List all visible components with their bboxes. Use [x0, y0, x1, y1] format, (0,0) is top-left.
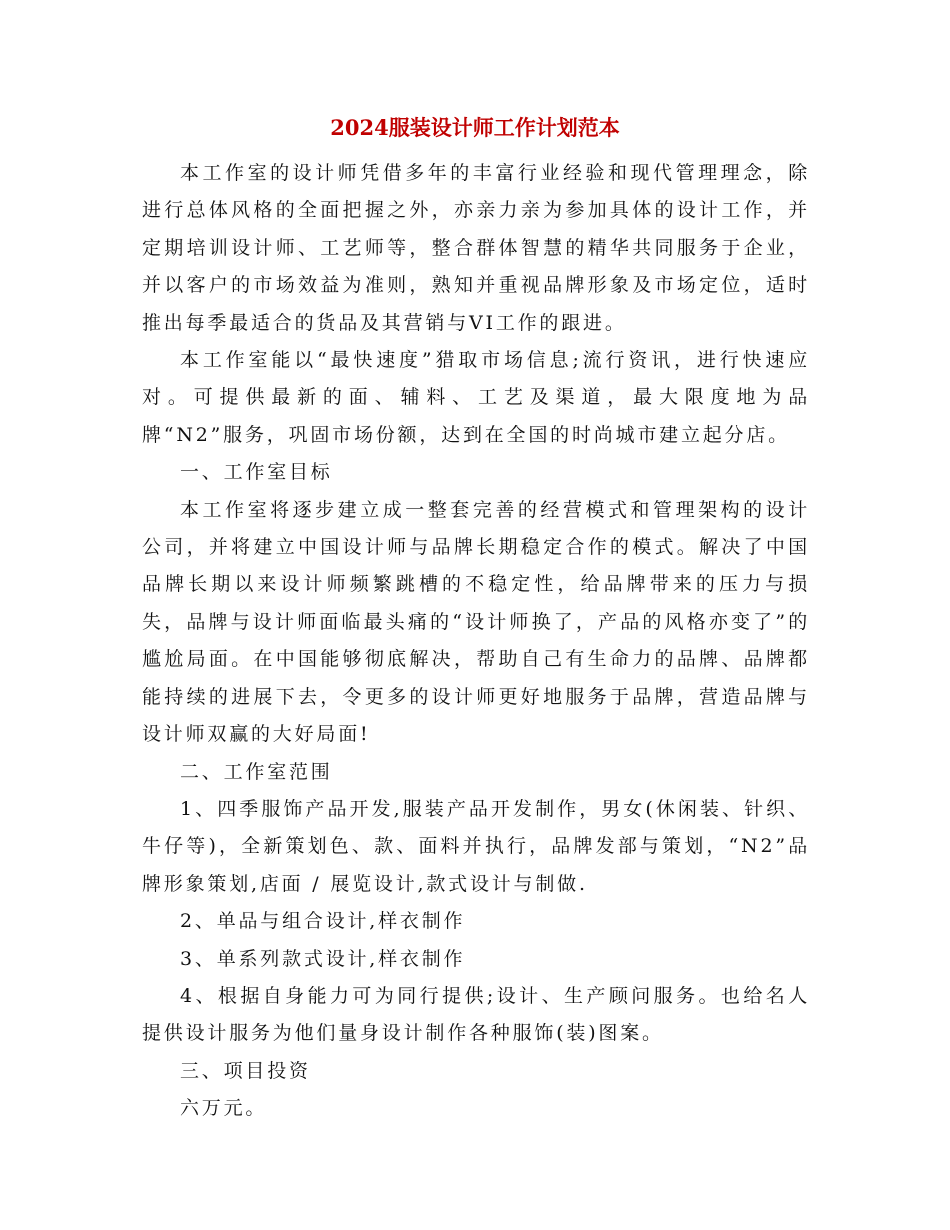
scope-item-2: 2、单品与组合设计,样衣制作 — [180, 910, 466, 933]
scope-item-1: 1、四季服饰产品开发,服装产品开发制作，男女(休闲装、针织、牛仔等)，全新策划色、款、面料并执行，品牌发部与策划，“N2”品牌形象策划,店面 / 展览设计,款式设计与制做. — [142, 797, 810, 895]
paragraph-goals: 本工作室将逐步建立成一整套完善的经营模式和管理架构的设计公司，并将建立中国设计师与品牌长期稳定合作的模式。解决了中国品牌长期以来设计师频繁跳槽的不稳定性，给品牌带来的压力与损失，品牌与设计师面临最头痛的“设计师换了，产品的风格亦变了”的尴尬局面。在中国能够彻底解决，帮助自己有生命力的品牌、品牌都能持续的进展下去，令更多的设计师更好地服务于品牌，营造品牌与设计师双赢的大好局面! — [142, 498, 810, 746]
heading-investment: 三、项目投资 — [180, 1059, 311, 1082]
heading-goals: 一、工作室目标 — [180, 461, 333, 484]
paragraph-investment: 六万元。 — [180, 1097, 268, 1120]
document-title: 2024服装设计师工作计划范本 — [330, 115, 620, 140]
document-body — [142, 155, 810, 1128]
paragraph-intro: 本工作室的设计师凭借多年的丰富行业经验和现代管理理念，除进行总体风格的全面把握之外，亦亲力亲为参加具体的设计工作，并定期培训设计师、工艺师等，整合群体智慧的精华共同服务于企业，并以客户的市场效益为准则，熟知并重视品牌形象及市场定位，适时推出每季最适合的货品及其营销与VI工作的跟进。 — [142, 162, 810, 334]
scope-item-4: 4、根据自身能力可为同行提供;设计、生产顾问服务。也给名人提供设计服务为他们量身设计制作各种服饰(装)图案。 — [142, 984, 810, 1045]
heading-scope: 二、工作室范围 — [180, 760, 333, 783]
paragraph-speed: 本工作室能以“最快速度”猎取市场信息;流行资讯，进行快速应对。可提供最新的面、辅料、工艺及渠道，最大限度地为品牌“N2”服务，巩固市场份额，达到在全国的时尚城市建立起分店。 — [142, 349, 810, 446]
scope-item-3: 3、单系列款式设计,样衣制作 — [180, 947, 466, 970]
